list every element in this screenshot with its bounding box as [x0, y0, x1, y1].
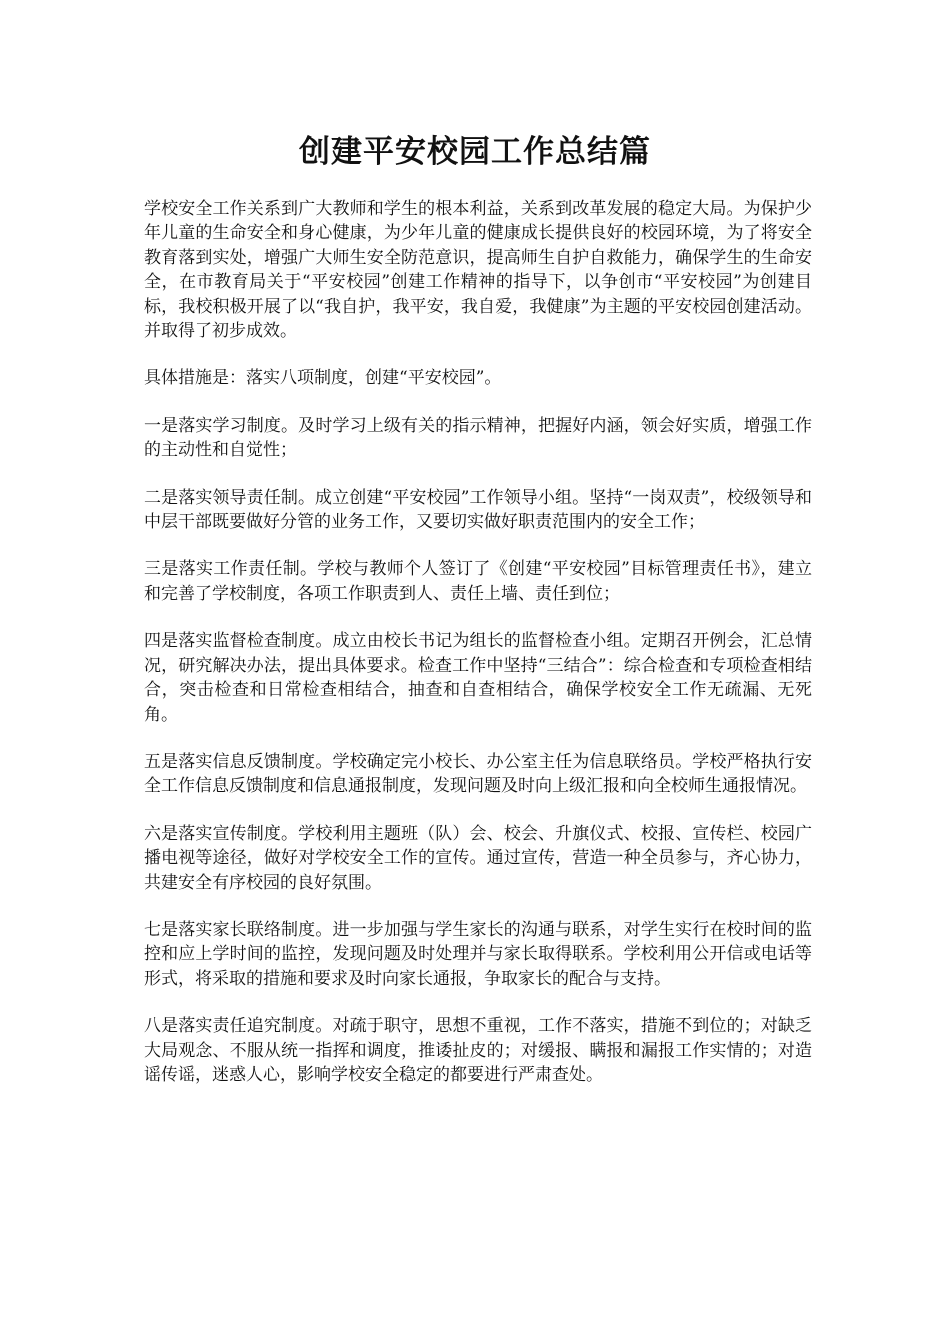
document-title: 创建平安校园工作总结篇 — [299, 134, 651, 170]
paragraph-measure-6: 六是落实宣传制度。学校利用主题班（队）会、校会、升旗仪式、校报、宣传栏、校园广播电视等途径，做好对学校安全工作的宣传。通过宣传，营造一种全员参与，齐心协力，共建安全有序校园的良好氛围。 — [144, 823, 812, 893]
paragraph-measure-5: 五是落实信息反馈制度。学校确定完小校长、办公室主任为信息联络员。学校严格执行安全工作信息反馈制度和信息通报制度，发现问题及时向上级汇报和向全校师生通报情况。 — [144, 751, 812, 797]
paragraph-measure-8: 八是落实责任追究制度。对疏于职守，思想不重视，工作不落实，措施不到位的；对缺乏大局观念、不服从统一指挥和调度，推诿扯皮的；对缓报、瞒报和漏报工作实情的；对造谣传谣，迷惑人心，影响学校安全稳定的都要进行严肃查处。 — [144, 1016, 812, 1085]
paragraph-measures-summary: 具体措施是：落实八项制度，创建“平安校园”。 — [144, 368, 502, 389]
paragraph-measure-1: 一是落实学习制度。及时学习上级有关的指示精神，把握好内涵，领会好实质，增强工作的主动性和自觉性； — [144, 415, 812, 461]
paragraph-measure-7: 七是落实家长联络制度。进一步加强与学生家长的沟通与联系，对学生实行在校时间的监控和应上学时间的监控，发现问题及时处理并与家长取得联系。学校利用公开信或电话等形式，将采取的措施和要求及时向家长通报，争取家长的配合与支持。 — [144, 919, 812, 989]
paragraph-measure-3: 三是落实工作责任制。学校与教师个人签订了《创建“平安校园”目标管理责任书》，建立和完善了学校制度，各项工作职责到人、责任上墙、责任到位； — [144, 559, 812, 604]
paragraph-intro: 学校安全工作关系到广大教师和学生的根本利益，关系到改革发展的稳定大局。为保护少年儿童的生命安全和身心健康，为少年儿童的健康成长提供良好的校园环境，为了将安全教育落到实处，增强广大师生安全防范意识，提高师生自护自救能力，确保学生的生命安全，在市教育局关于“平安校园”创建工作精神的指导下，以争创市“平安校园”为创建目标，我校积极开展了以“我自护，我平安，我自爱，我健康”为主题的平安校园创建活动。并取得了初步成效。 — [144, 199, 812, 342]
paragraph-measure-4: 四是落实监督检查制度。成立由校长书记为组长的监督检查小组。定期召开例会，汇总情况，研究解决办法，提出具体要求。检查工作中坚持“三结合”：综合检查和专项检查相结合，突击检查和日常检查相结合，抽查和自查相结合，确保学校安全工作无疏漏、无死角。 — [144, 631, 812, 725]
paragraph-measure-2: 二是落实领导责任制。成立创建“平安校园”工作领导小组。坚持“一岗双责”，校级领导和中层干部既要做好分管的业务工作，又要切实做好职责范围内的安全工作； — [144, 487, 812, 533]
document-body — [144, 197, 812, 1110]
